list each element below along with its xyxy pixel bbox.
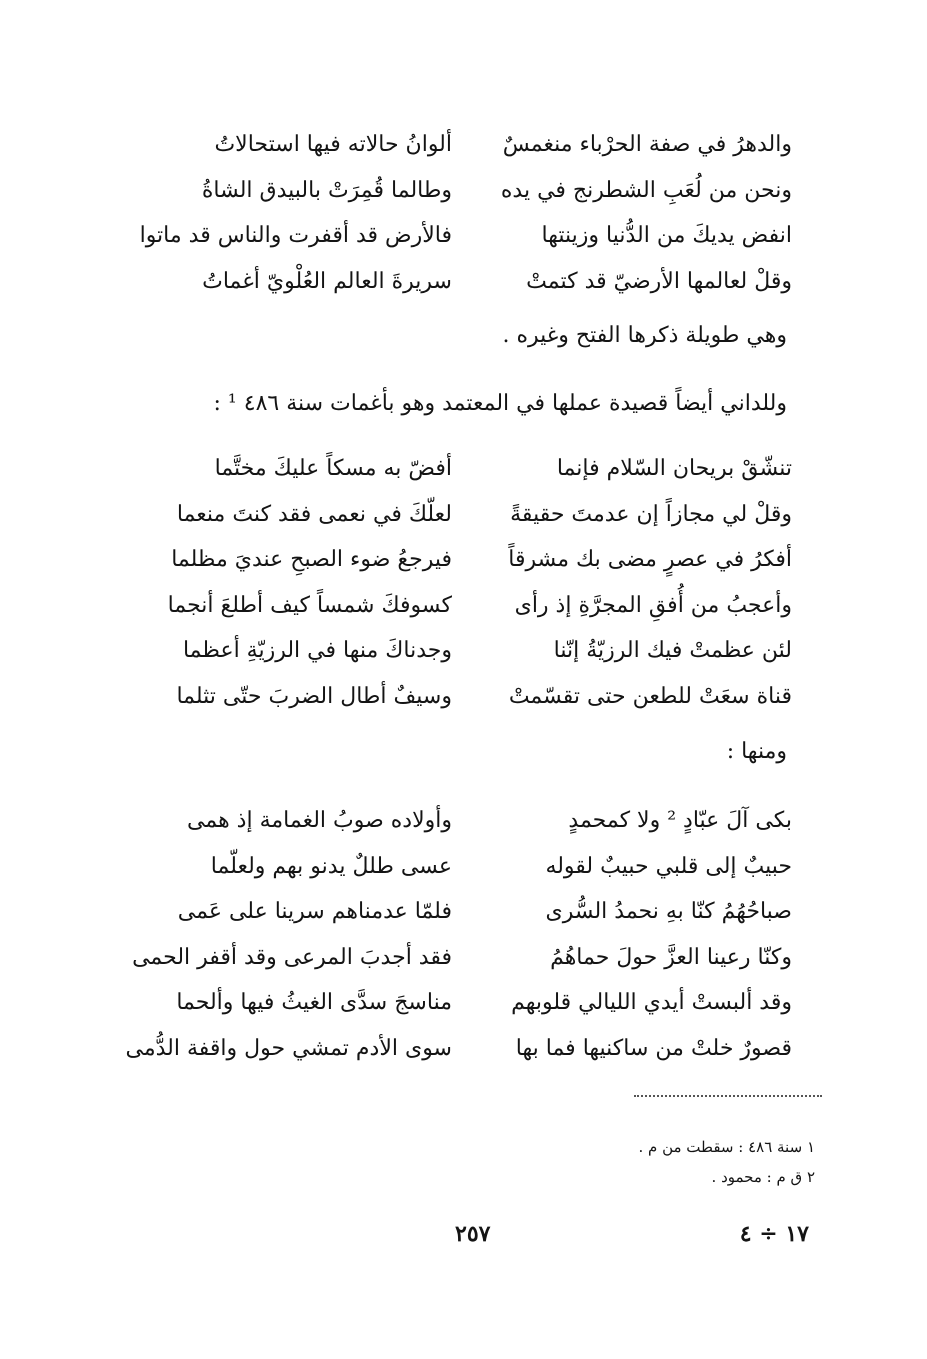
verse-second-hemistich: ألوانُ حالاته فيها استحالاتُ: [214, 132, 452, 157]
verse-first-hemistich: ونحن من لُعَبِ الشطرنج في يده: [500, 177, 792, 203]
verse-second-hemistich: وأولاده صوبُ الغمامة إذ همى: [187, 808, 452, 833]
verse-first-hemistich: حبيبٌ إلى قلبي حبيبٌ لقوله: [545, 853, 792, 879]
verse-first-hemistich: والدهرُ في صفة الحرْباء منغمسٌ: [502, 132, 792, 157]
verse-first-hemistich: صباحُهُمُ كنّا بهِ نحمدُ السُّرى: [545, 899, 792, 924]
verse-line: [125, 1026, 792, 1072]
verse-first-hemistich: أفكرُ في عصرٍ مضى بك مشرقاً: [508, 547, 792, 572]
footnote: ٢ ق م : محمود .: [711, 1168, 815, 1186]
verse-first-hemistich: قصورٌ خلتْ من ساكنيها فما بها: [515, 1035, 792, 1061]
verse-line: [150, 492, 792, 538]
verse-first-hemistich: قناة سعَتْ للطعن حتى تقسّمتْ: [508, 683, 792, 709]
footnote-separator: [634, 1095, 822, 1097]
verse-first-hemistich: وكنّا رعينا العزَّ حولَ حماهُمُ: [550, 944, 792, 970]
verse-line: [150, 446, 792, 492]
prose-paragraph: ومنها :: [726, 739, 787, 764]
verse-first-hemistich: وأعجبُ من أُفقِ المجرَّةِ إذ رأى: [514, 592, 792, 618]
verse-first-hemistich: انفض يديكَ من الدُّنيا وزينتها: [541, 223, 792, 248]
verse-line: [150, 798, 792, 844]
verse-line: [150, 168, 792, 214]
verse-first-hemistich: وقد ألبستْ أيدي الليالي قلوبهم: [511, 990, 792, 1015]
prose-paragraph: وهي طويلة ذكرها الفتح وغيره .: [502, 323, 787, 348]
poem-block-1: [139, 122, 792, 304]
verse-second-hemistich: عسى طللٌ يدنو بهم ولعلّما: [210, 853, 452, 879]
verse-first-hemistich: تنشّقْ بريحان السّلام فإنما: [556, 456, 792, 481]
verse-second-hemistich: وسيفٌ أطال الضربَ حتّى تثلما: [176, 683, 452, 709]
verse-first-hemistich: وقلْ لعالمها الأرضيّ قد كتمتْ: [526, 268, 792, 294]
verse-line: [132, 935, 792, 981]
verse-line: [150, 980, 792, 1026]
verse-line: [150, 844, 792, 890]
verse-second-hemistich: فلمّا عدمناهم سرينا على عَمى: [177, 899, 452, 924]
verse-line: [139, 213, 792, 259]
prose-paragraph: وللداني أيضاً قصيدة عملها في المعتمد وهو بأغمات سنة ٤٨٦ ¹ :: [213, 391, 787, 416]
printer-signature: ١٧ ÷ ٤: [739, 1221, 809, 1247]
verse-second-hemistich: فالأرض قد أقفرت والناس قد ماتوا: [139, 223, 452, 248]
verse-first-hemistich: بكى آلَ عبّادٍ ² ولا كمحمدٍ: [568, 808, 792, 833]
verse-line: [150, 628, 792, 674]
verse-second-hemistich: وجدناكَ منها في الرزيّةِ أعظما: [182, 638, 452, 663]
verse-line: [150, 583, 792, 629]
verse-line: [150, 537, 792, 583]
verse-second-hemistich: فقد أجدبَ المرعى وقد أقفر الحمى: [132, 944, 452, 970]
footnote: ١ سنة ٤٨٦ : سقطت من م .: [638, 1138, 815, 1156]
verse-second-hemistich: كسوفكَ شمساً كيف أطلعَ أنجما: [167, 592, 452, 618]
verse-second-hemistich: سريرةَ العالم العُلْويّ أغماتُ: [202, 268, 452, 294]
page-number: ٢٥٧: [455, 1221, 491, 1247]
verse-line: [150, 259, 792, 305]
verse-first-hemistich: وقلْ لي مجازاً إن عدمتَ حقيقةً: [510, 501, 792, 527]
verse-line: [150, 122, 792, 168]
poem-block-2: [150, 446, 792, 719]
verse-second-hemistich: وطالما قُمِرَتْ بالبيدق الشاةُ: [201, 177, 452, 203]
verse-second-hemistich: لعلّكَ في نعمى فقد كنتَ منعما: [176, 501, 452, 527]
verse-line: [150, 889, 792, 935]
verse-line: [150, 674, 792, 720]
poem-block-3: [125, 798, 792, 1071]
verse-second-hemistich: مناسجَ سدَّى الغيثُ فيها وألحما: [176, 990, 452, 1015]
verse-second-hemistich: سوى الأدم تمشي حول واقفة الدُّمى: [125, 1035, 452, 1061]
verse-first-hemistich: لئن عظمتْ فيك الرزيّةُ إنّنا: [553, 638, 792, 663]
verse-second-hemistich: أفضّ به مسكاً عليكَ مختَّما: [214, 456, 452, 481]
verse-second-hemistich: فيرجعُ ضوء الصبحِ عنديَ مظلما: [171, 547, 452, 572]
